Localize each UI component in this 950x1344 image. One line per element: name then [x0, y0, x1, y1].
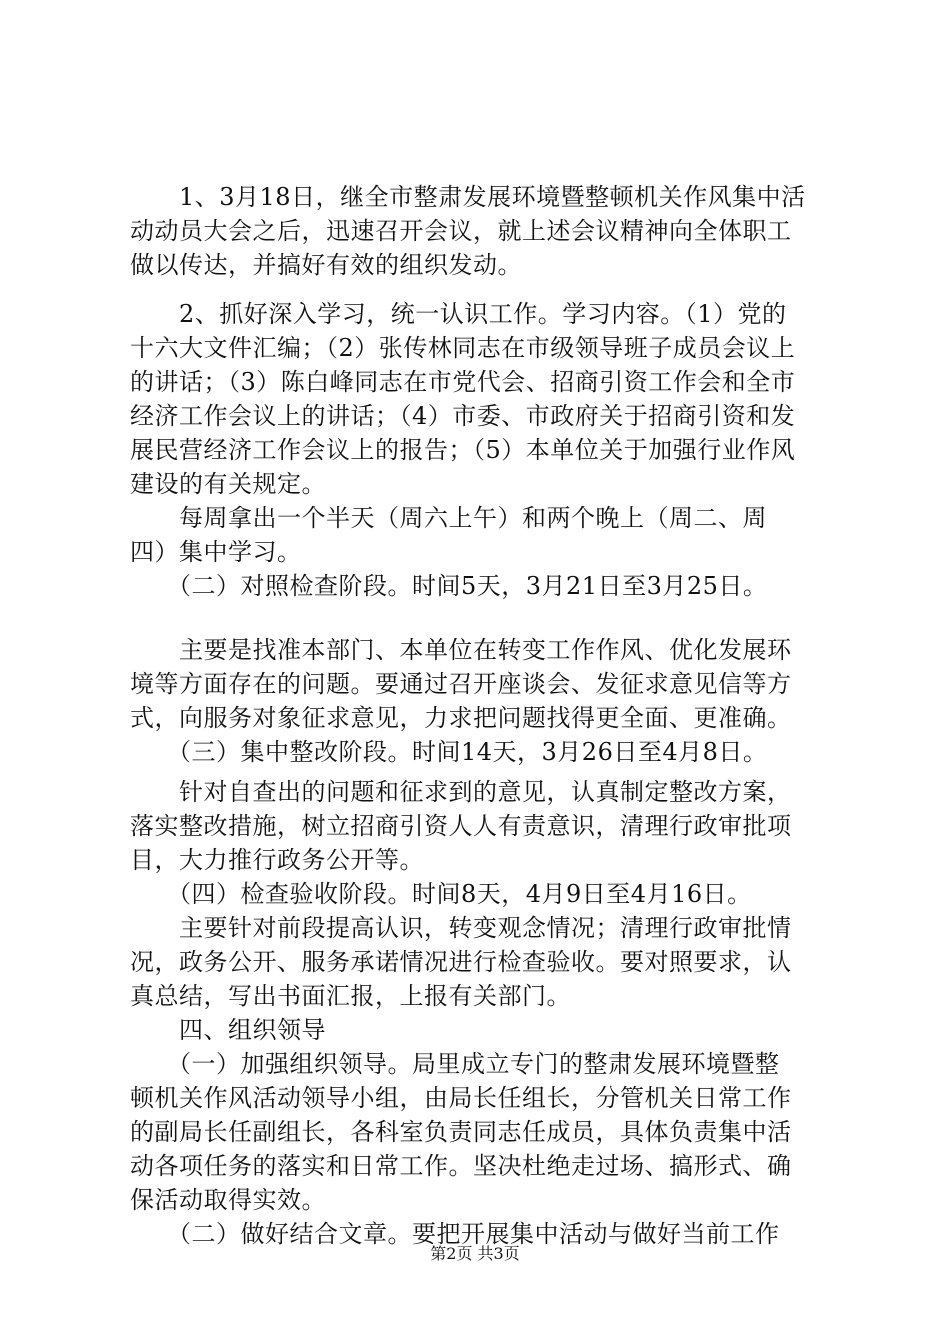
text-line: （二）做好结合文章。要把开展集中活动与做好当前工作 [130, 1220, 780, 1248]
text-line: 动动员大会之后，迅速召开会议，就上述会议精神向全体职工 [130, 217, 792, 245]
text-line: （二）对照检查阶段。时间5天，3月21日至3月25日。 [130, 572, 768, 600]
text-line: 经济工作会议上的讲话；（4）市委、市政府关于招商引资和发 [130, 402, 796, 430]
text-line: 做以传达，并搞好有效的组织发动。 [130, 251, 522, 279]
text-line: 式，向服务对象征求意见，力求把问题找得更全面、更准确。 [130, 704, 792, 732]
text-line: 境等方面存在的问题。要通过召开座谈会、发征求意见信等方 [130, 670, 792, 698]
text-line: 的讲话；（3）陈白峰同志在市党代会、招商引资工作会和全市 [130, 368, 796, 396]
text-line: 主要针对前段提高认识，转变观念情况；清理行政审批情 [130, 914, 792, 942]
text-line: 每周拿出一个半天（周六上午）和两个晚上（周二、周 [130, 504, 767, 532]
text-line: 动各项任务的落实和日常工作。坚决杜绝走过场、搞形式、确 [130, 1152, 792, 1180]
text-line: 目，大力推行政务公开等。 [130, 846, 424, 874]
page-number: 第2页 共3页 [430, 1244, 520, 1263]
text-line: 四）集中学习。 [130, 538, 302, 566]
text-line: 顿机关作风活动领导小组，由局长任组长，分管机关日常工作 [130, 1084, 792, 1112]
text-line: 1、3月18日，继全市整肃发展环境暨整顿机关作风集中活 [130, 183, 806, 211]
text-line: 保活动取得实效。 [130, 1186, 326, 1214]
text-line: （三）集中整改阶段。时间14天，3月26日至4月8日。 [130, 738, 768, 766]
text-line: 十六大文件汇编；（2）张传林同志在市级领导班子成员会议上 [130, 334, 796, 362]
section-heading: 四、组织领导 [130, 1016, 326, 1044]
text-line: （一）加强组织领导。局里成立专门的整肃发展环境暨整 [130, 1050, 780, 1078]
text-line: 落实整改措施，树立招商引资人人有责意识，清理行政审批项 [130, 812, 792, 840]
text-line: 2、抓好深入学习，统一认识工作。学习内容。（1）党的 [130, 300, 787, 328]
text-line: 针对自查出的问题和征求到的意见，认真制定整改方案， [130, 778, 792, 806]
text-line: （四）检查验收阶段。时间8天，4月9日至4月16日。 [130, 880, 752, 908]
text-line: 况，政务公开、服务承诺情况进行检查验收。要对照要求，认 [130, 948, 792, 976]
text-line: 展民营经济工作会议上的报告；（5）本单位关于加强行业作风 [130, 436, 796, 464]
text-line: 的副局长任副组长，各科室负责同志任成员，具体负责集中活 [130, 1118, 792, 1146]
text-line: 主要是找准本部门、本单位在转变工作作风、优化发展环 [130, 636, 792, 664]
text-line: 建设的有关规定。 [130, 470, 326, 498]
text-line: 真总结，写出书面汇报，上报有关部门。 [130, 982, 571, 1010]
